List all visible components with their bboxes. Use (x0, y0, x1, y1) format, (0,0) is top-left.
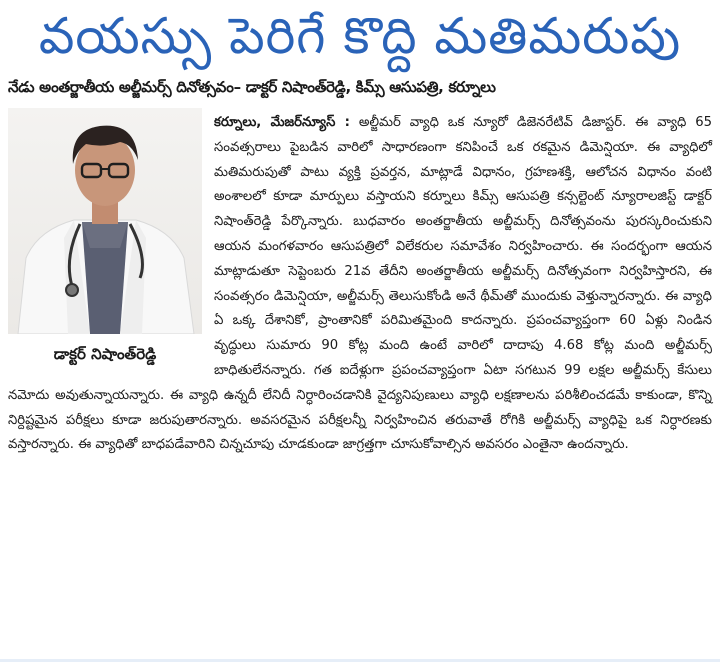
headline: వయస్సు పెరిగే కొద్ది మతిమరుపు (38, 7, 682, 65)
article-body (8, 111, 712, 662)
dateline: కర్నూలు, మేజర్‌న్యూస్ : (214, 115, 350, 130)
photo-caption: డాక్టర్ నిషాంత్‌రెడ్డి (53, 345, 157, 363)
body-text: అల్జీమర్ వ్యాధి ఒక న్యూరో డిజెనరేటివ్ డిజాస్టర్. ఈ వ్యాధి 65 సంవత్సరాలు పైబడిన వారిలో సాధారణంగా కనిపించే ఒక రకమైన డిమెన్షియా. ఈ వ్యాధిలో మతిమరుపుతో పాటు వ్యక్తి ప్రవర్తన, మాట్లాడే విధానం, గ్రహణశక్తి, ఆలోచన విధానం వంటి అంశాలలో కూడా మార్పులు వస్తాయని కర్నూలు కిమ్స్ ఆసుపత్రి కన్సల్టెంట్ న్యూరాలజిస్ట్ డాక్టర్ నిషాంత్‌రెడ్డి పేర్కొన్నారు. బుధవారం అంతర్జాతీయ అల్జీమర్స్ దినోత్సవంను పురస్కరించుకుని ఆయన మంగళవారం ఆసుపత్రిలో విలేకరుల సమావేశం నిర్వహించారు. ఈ సందర్భంగా ఆయన మాట్లాడుతూ సెప్టెంబరు 21వ తేదీని అంతర్జాతీయ అల్జీమర్స్ దినోత్సవంగా నిర్వహిస్తారని, ఈ సంవత్సరం డిమెన్షియా, అల్జీమర్స్ తెలుసుకోండి అనే థీమ్‌తో ముందుకు వెళ్తున్నారన్నారు. ఈ వ్యాధి ఏ ఒక్క దేశానికో, ప్రాంతానికో పరిమితమైంది కాదన్నారు. ప్రపంచవ్యాప్తంగా 60 ఏళ్లు నిండిన వృద్ధులు సుమారు 90 కోట్ల మంది ఉంటే వారిలో దాదాపు 4.68 కోట్ల మంది అల్జీమర్స్ బాధితులేనన్నారు. గత ఐదేళ్లుగా ప్రపంచవ్యాప్తంగా ఏటా సగటున 99 లక్షల అల్జీమర్స్ కేసులు నమోదు అవుతున్నాయన్నారు. ఈ వ్యాధి ఉన్నదీ లేనిదీ నిర్ధారించడానికి వైద్యనిపుణులు వ్యాధి లక్షణాలను పరిశీలించడమే కాకుండా, కొన్ని నిర్దిష్టమైన పరీక్షలు కూడా జరుపుతారన్నారు. అవసరమైన పరీక్షలన్నీ నిర్వహించిన తరువాతే రోగికి అల్జీమర్స్ వ్యాధిపై ఒక నిర్ధారణకు వస్తారన్నారు. ఈ వ్యాధితో బాధపడేవారిని చిన్నచూపు చూడకుండా జాగ్రత్తగా చూసుకోవాల్సిన అవసరం ఎంతైనా ఉందన్నారు. (8, 115, 712, 453)
subheadline: నేడు అంతర్జాతీయ అల్జీమర్స్ దినోత్సవం– డాక్టర్ నిషాంత్‌రెడ్డి, కిమ్స్ ఆసుపత్రి, కర్నూలు (8, 78, 496, 96)
photo-spacer (8, 111, 214, 359)
